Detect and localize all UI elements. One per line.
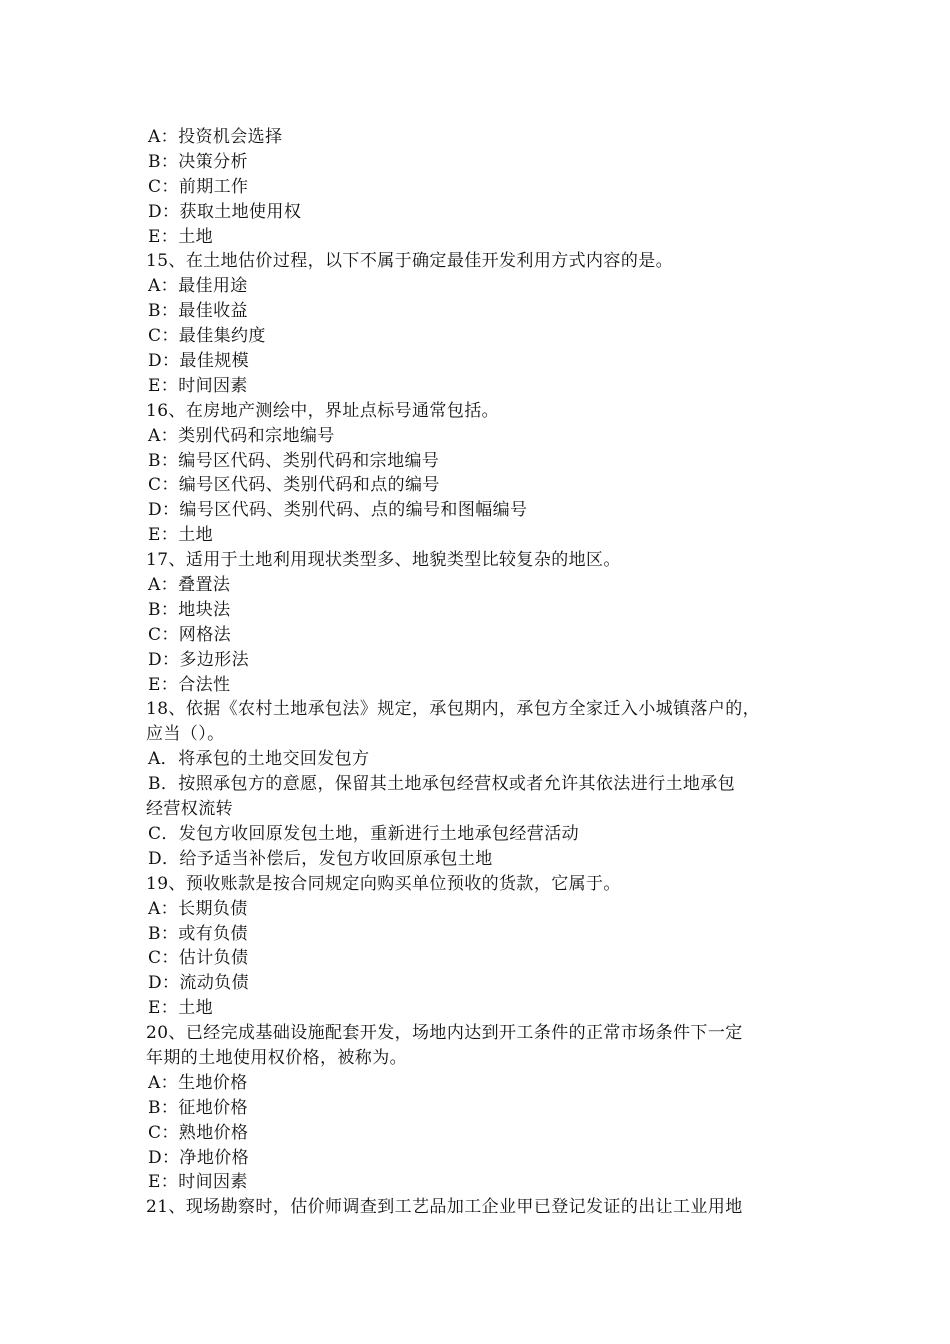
answer-option-line: A：长期负债 — [148, 898, 248, 919]
answer-option-line: A：最佳用途 — [148, 276, 248, 297]
answer-option-line: D．给予适当补偿后，发包方收回原承包土地 — [148, 848, 493, 869]
answer-option-line: A：类别代码和宗地编号 — [148, 425, 335, 446]
question-text-line: 应当（）。 — [146, 724, 225, 745]
answer-option-line: B：或有负债 — [148, 923, 248, 944]
answer-option-line: B：决策分析 — [148, 151, 248, 172]
answer-option-line: C．发包方收回原发包土地，重新进行土地承包经营活动 — [148, 823, 580, 844]
answer-option-line: E：合法性 — [148, 674, 231, 695]
answer-option-line: C：编号区代码、类别代码和点的编号 — [148, 475, 440, 496]
answer-option-line: B：编号区代码、类别代码和宗地编号 — [148, 450, 440, 471]
answer-option-line: D：多边形法 — [148, 649, 250, 670]
answer-option-line: A：叠置法 — [148, 575, 231, 596]
question-text-line: 16、在房地产测绘中，界址点标号通常包括。 — [146, 400, 500, 421]
question-text-line: 21、现场勘察时，估价师调查到工艺品加工企业甲已登记发证的出让工业用地 — [146, 1197, 743, 1218]
answer-option-line: E：时间因素 — [148, 1172, 248, 1193]
answer-option-line: A：生地价格 — [148, 1072, 248, 1093]
answer-option-line: E：时间因素 — [148, 375, 248, 396]
answer-option-line: C：估计负债 — [148, 948, 249, 969]
answer-option-line: A．将承包的土地交回发包方 — [148, 749, 370, 770]
answer-option-line: B．按照承包方的意愿，保留其土地承包经营权或者允许其依法进行土地承包 — [148, 774, 736, 795]
answer-option-line: D：最佳规模 — [148, 351, 250, 372]
answer-option-line: C：前期工作 — [148, 176, 249, 197]
answer-option-line: B：地块法 — [148, 599, 231, 620]
question-text-line: 经营权流转 — [146, 799, 233, 820]
answer-option-line: E：土地 — [148, 226, 214, 247]
question-text-line: 17、适用于土地利用现状类型多、地貌类型比较复杂的地区。 — [146, 550, 621, 571]
answer-option-line: D：获取土地使用权 — [148, 201, 302, 222]
question-text-line: 19、预收账款是按合同规定向购买单位预收的货款，它属于。 — [146, 873, 621, 894]
answer-option-line: D：流动负债 — [148, 973, 250, 994]
answer-option-line: D：编号区代码、类别代码、点的编号和图幅编号 — [148, 500, 528, 521]
answer-option-line: C：熟地价格 — [148, 1122, 249, 1143]
answer-option-line: B：最佳收益 — [148, 301, 248, 322]
document-body — [146, 125, 826, 1220]
answer-option-line: D：净地价格 — [148, 1147, 250, 1168]
answer-option-line: E：土地 — [148, 998, 214, 1019]
answer-option-line: A：投资机会选择 — [148, 127, 283, 147]
answer-option-line: C：最佳集约度 — [148, 326, 266, 347]
question-text-line: 年期的土地使用权价格，被称为。 — [146, 1047, 407, 1068]
question-text-line: 18、依据《农村土地承包法》规定，承包期内，承包方全家迁入小城镇落户的， — [146, 699, 761, 720]
question-text-line: 15、在土地估价过程，以下不属于确定最佳开发利用方式内容的是。 — [146, 251, 674, 272]
answer-option-line: E：土地 — [148, 525, 214, 546]
question-text-line: 20、已经完成基础设施配套开发，场地内达到开工条件的正常市场条件下一定 — [146, 1023, 743, 1044]
answer-option-line: B：征地价格 — [148, 1097, 248, 1118]
answer-option-line: C：网格法 — [148, 624, 232, 645]
